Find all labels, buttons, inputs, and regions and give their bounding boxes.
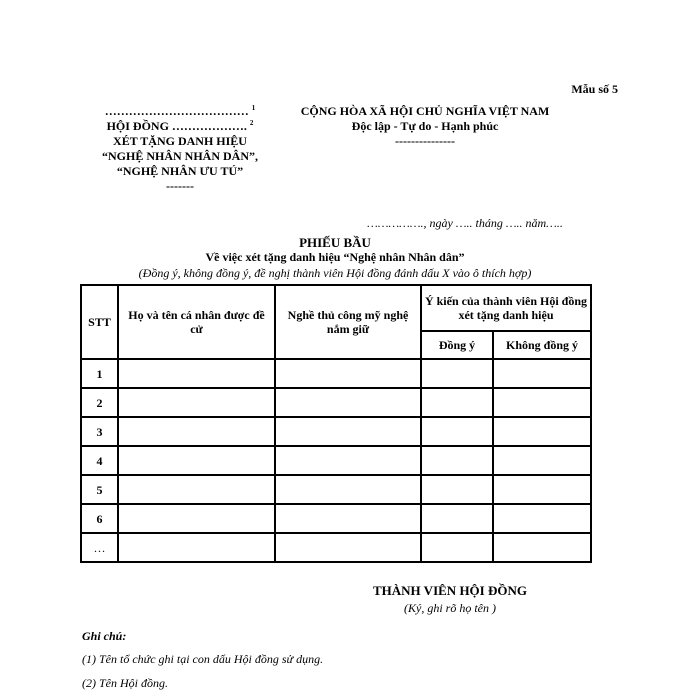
row-number: 4 — [81, 446, 118, 475]
council-line — [80, 119, 280, 134]
craft-cell[interactable] — [275, 533, 421, 562]
agree-checkbox-cell[interactable] — [421, 504, 493, 533]
nominee-name-cell[interactable] — [118, 475, 275, 504]
nominee-name-cell[interactable] — [118, 417, 275, 446]
table-row — [81, 417, 591, 446]
footnote-mark-1: 1 — [251, 104, 256, 112]
table-row — [81, 388, 591, 417]
disagree-checkbox-cell[interactable] — [493, 359, 591, 388]
row-number: 5 — [81, 475, 118, 504]
craft-cell[interactable] — [275, 417, 421, 446]
council-name: HỘI ĐỒNG ………………. — [106, 119, 247, 133]
row-number: 2 — [81, 388, 118, 417]
header-disagree: Không đồng ý — [493, 331, 591, 359]
country-name: CỘNG HÒA XÃ HỘI CHỦ NGHĨA VIỆT NAM — [300, 104, 550, 118]
agree-checkbox-cell[interactable] — [421, 533, 493, 562]
craft-cell[interactable] — [275, 475, 421, 504]
disagree-checkbox-cell[interactable] — [493, 417, 591, 446]
header-stt: STT — [81, 285, 118, 359]
header-craft: Nghề thủ công mỹ nghệ nắm giữ — [275, 285, 421, 359]
organization-line — [80, 104, 280, 119]
disagree-checkbox-cell[interactable] — [493, 504, 591, 533]
form-number: Mẫu số 5 — [571, 82, 618, 96]
nominee-name-cell[interactable] — [118, 446, 275, 475]
craft-cell[interactable] — [275, 388, 421, 417]
agree-checkbox-cell[interactable] — [421, 417, 493, 446]
right-divider: --------------- — [395, 134, 455, 148]
date-line: ……………., ngày ….. tháng ….. năm….. — [367, 216, 563, 230]
table-row — [81, 446, 591, 475]
award-line-1: XÉT TẶNG DANH HIỆU — [113, 134, 247, 148]
craft-cell[interactable] — [275, 446, 421, 475]
nominee-name-cell[interactable] — [118, 504, 275, 533]
row-number: 1 — [81, 359, 118, 388]
agree-checkbox-cell[interactable] — [421, 446, 493, 475]
agree-checkbox-cell[interactable] — [421, 359, 493, 388]
signature-note: (Ký, ghi rõ họ tên ) — [404, 601, 496, 615]
issuing-body-header — [80, 104, 280, 194]
table-row — [81, 533, 591, 562]
left-divider: ------- — [166, 179, 194, 193]
row-number: 6 — [81, 504, 118, 533]
ballot-instruction: (Đồng ý, không đồng ý, đề nghị thành viên Hội đồng đánh dấu X vào ô thích hợp) — [138, 266, 532, 280]
national-motto: Độc lập - Tự do - Hạnh phúc — [351, 119, 499, 133]
disagree-checkbox-cell[interactable] — [493, 533, 591, 562]
header-nominee-name: Họ và tên cá nhân được đề cử — [118, 285, 275, 359]
craft-cell[interactable] — [275, 359, 421, 388]
signature-title: THÀNH VIÊN HỘI ĐỒNG — [373, 583, 527, 598]
organization-placeholder: ……………………………… — [104, 104, 249, 118]
ballot-title: PHIẾU BẦU — [299, 235, 371, 250]
note-item: (1) Tên tổ chức ghi tại con dấu Hội đồng sử dụng. — [82, 652, 324, 666]
row-number: 3 — [81, 417, 118, 446]
nominee-name-cell[interactable] — [118, 388, 275, 417]
agree-checkbox-cell[interactable] — [421, 475, 493, 504]
ballot-subtitle: Về việc xét tặng danh hiệu “Nghệ nhân Nhân dân” — [205, 250, 465, 264]
craft-cell[interactable] — [275, 504, 421, 533]
disagree-checkbox-cell[interactable] — [493, 446, 591, 475]
agree-checkbox-cell[interactable] — [421, 388, 493, 417]
national-header — [275, 104, 575, 149]
table-row — [81, 504, 591, 533]
footnote-mark-2: 2 — [249, 119, 254, 127]
nominee-name-cell[interactable] — [118, 533, 275, 562]
award-line-2: “NGHỆ NHÂN NHÂN DÂN”, — [102, 149, 258, 163]
table-row — [81, 359, 591, 388]
row-number: … — [81, 533, 118, 562]
notes-title: Ghi chú: — [82, 629, 127, 643]
header-agree: Đồng ý — [421, 331, 493, 359]
disagree-checkbox-cell[interactable] — [493, 475, 591, 504]
table-row — [81, 475, 591, 504]
award-line-3: “NGHỆ NHÂN ƯU TÚ” — [116, 164, 244, 178]
note-item: (2) Tên Hội đồng. — [82, 676, 168, 690]
nominee-name-cell[interactable] — [118, 359, 275, 388]
vote-table — [80, 284, 592, 563]
disagree-checkbox-cell[interactable] — [493, 388, 591, 417]
header-opinion: Ý kiến của thành viên Hội đồng xét tặng danh hiệu — [421, 285, 591, 331]
